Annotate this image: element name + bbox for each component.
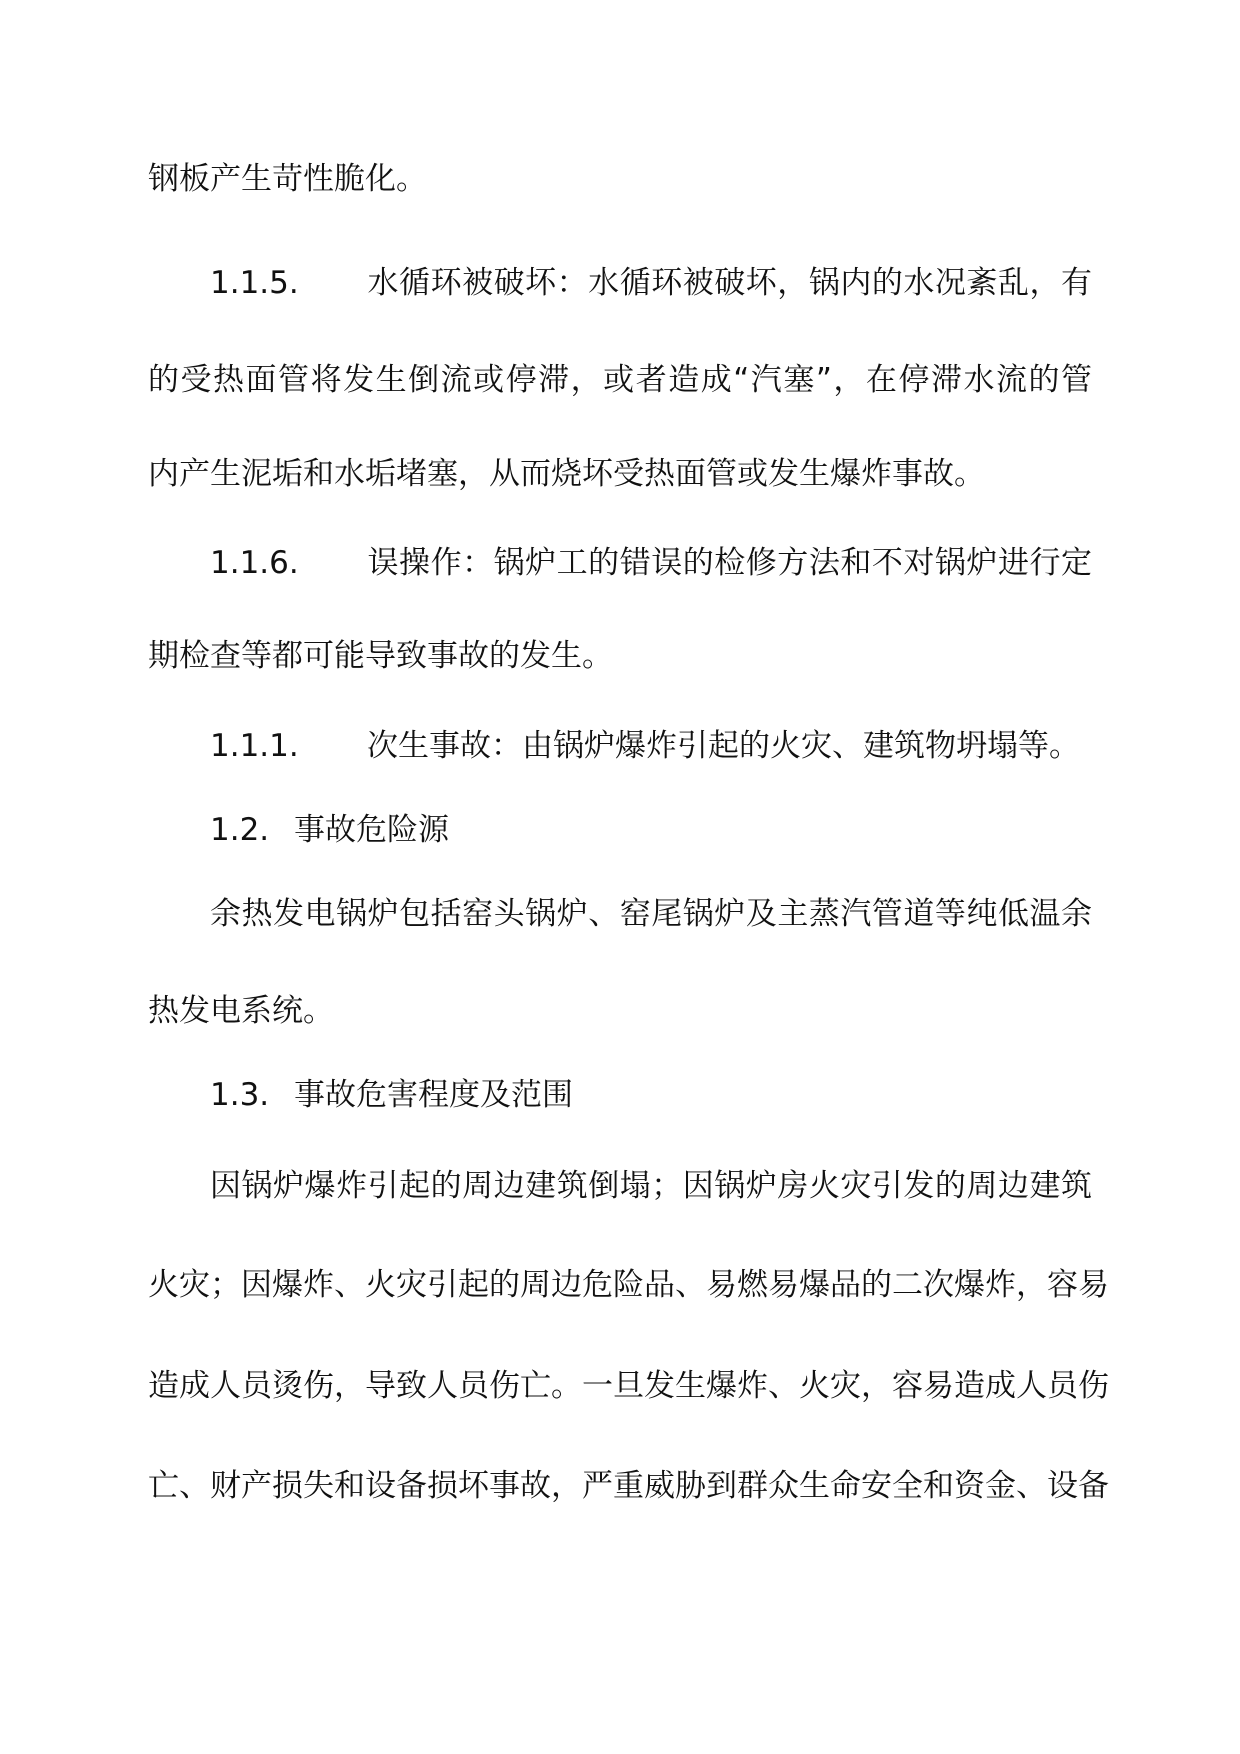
section-text: 事故危险源 [294,812,449,848]
section-text: 事故危害程度及范围 [294,1077,573,1113]
paragraph-line: 火灾；因爆炸、火灾引起的周边危险品、易燃易爆品的二次爆炸，容易 [148,1267,1109,1303]
section-text: 次生事故：由锅炉爆炸引起的火灾、建筑物坍塌等。 [367,728,1080,764]
section-heading-1-1-5 [210,263,1092,303]
paragraph-line: 内产生泥垢和水垢堵塞，从而烧坏受热面管或发生爆炸事故。 [148,456,985,492]
section-text: 水循环被破坏：水循环被破坏，锅内的水况紊乱，有 [367,265,1092,301]
section-number: 1.1.6. [210,545,299,581]
paragraph-line: 余热发电锅炉包括窑头锅炉、窑尾锅炉及主蒸汽管道等纯低温余 [210,896,1092,932]
paragraph-line: 因锅炉爆炸引起的周边建筑倒塌；因锅炉房火灾引发的周边建筑 [210,1168,1092,1204]
section-number: 1.3. [210,1077,270,1113]
paragraph-line: 造成人员烫伤，导致人员伤亡。一旦发生爆炸、火灾，容易造成人员伤 [148,1368,1109,1404]
paragraph-line: 钢板产生苛性脆化。 [148,161,427,197]
section-number: 1.1.1. [210,728,299,764]
section-heading-1-2 [210,810,449,850]
section-number: 1.1.5. [210,265,299,301]
paragraph-line: 热发电系统。 [148,993,334,1029]
section-text: 误操作：锅炉工的错误的检修方法和不对锅炉进行定 [367,545,1092,581]
section-heading-1-3 [210,1075,573,1115]
section-heading-1-1-1 [210,726,1080,766]
section-number: 1.2. [210,812,270,848]
paragraph-line: 亡、财产损失和设备损坏事故，严重威胁到群众生命安全和资金、设备 [148,1468,1109,1504]
paragraph-line: 的受热面管将发生倒流或停滞，或者造成“汽塞”，在停滞水流的管 [148,362,1092,398]
paragraph-line: 期检查等都可能导致事故的发生。 [148,638,613,674]
section-heading-1-1-6 [210,543,1092,583]
